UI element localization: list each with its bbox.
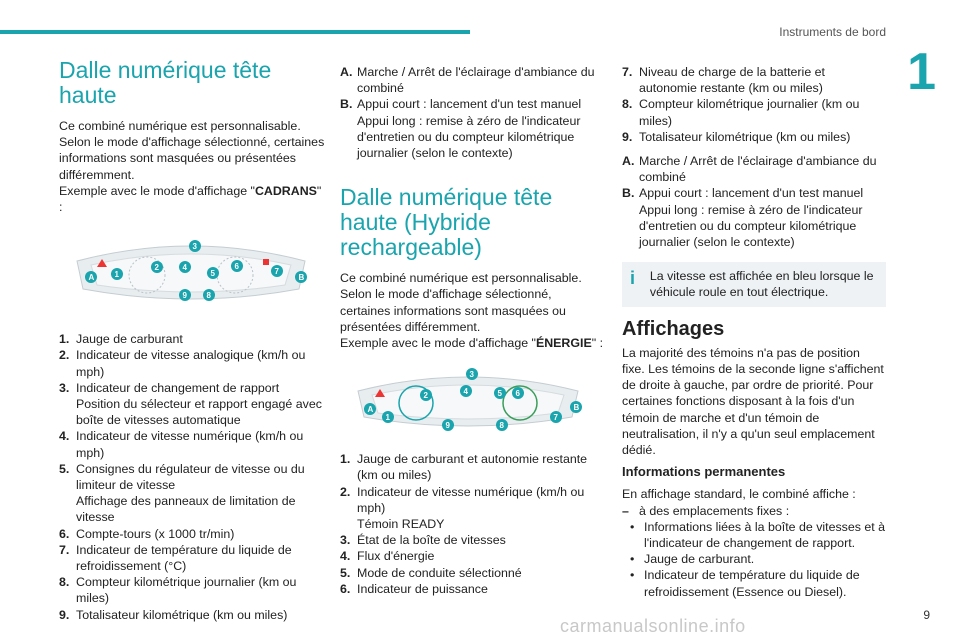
list-item: 4. Indicateur de vitesse numérique (km/h ou mph) [59,429,304,460]
subtitle-informations-permanentes: Informations permanentes [622,464,786,480]
hybrid-cluster-diagram [344,361,592,441]
list-item: 5. Consignes du régulateur de vitesse ou du limiteur de vitesse Affichage des panneaux de limitation de vitesse [59,461,305,525]
list-item: 4. Flux d'énergie [340,549,435,564]
instrument-cluster-diagram [67,229,315,319]
list-item: 3. Indicateur de changement de rapport Position du sélecteur et rapport engagé avec boîte de vitesses automatique [59,380,322,428]
svg-text:1: 1 [114,270,119,280]
list-item: B. Appui court : lancement d'un test manuel Appui long : remise à zéro de l'indicateur d'entretien ou du compteur kilométrique journalier (selon le contexte) [340,97,582,161]
svg-text:B: B [298,273,305,283]
callout-2 [151,261,163,273]
svg-text:6: 6 [234,262,239,272]
svg-text:3: 3 [469,370,474,380]
svg-text:B: B [573,403,580,413]
info-note [622,262,886,306]
callout-B [570,401,582,413]
svg-text:A: A [88,273,95,283]
column-1 [59,58,325,623]
list-item: 2. Indicateur de vitesse analogique (km/h ou mph) [59,348,306,379]
svg-text:A: A [367,405,374,415]
callout-3 [466,368,478,380]
example-line: Exemple avec le mode d'affichage "CADRANS" : [59,183,322,215]
callout-4 [460,385,472,397]
header-accent-bar [0,30,470,34]
info-note-text: La vitesse est affichée en bleu lorsque le véhicule roule en tout électrique. [649,269,874,300]
ab-list [340,64,604,161]
list-item: 8. Compteur kilométrique journalier (km ou miles) [622,97,860,128]
bullet-item: • Informations liées à la boîte de vitesses et à l'indicateur de changement de rapport. [630,519,886,551]
page-number: 9 [923,608,930,622]
callout-6 [512,387,524,399]
section-title-dalle: Dalle numérique tête haute [59,57,272,108]
section-title-hybride: Dalle numérique tête haute (Hybride rechargeable) [340,184,553,261]
legend-list-cadrans [59,331,325,623]
callout-A [364,403,376,415]
section-title-affichages: Affichages [622,317,725,340]
list-item: B. Appui court : lancement d'un test manuel Appui long : remise à zéro de l'indicateur d'entretien ou du compteur kilométrique journalier (selon le contexte) [622,186,864,250]
callout-9 [442,419,454,431]
svg-text:9: 9 [445,421,450,431]
info-icon: i [630,268,636,289]
list-item: 7. Niveau de charge de la batterie et autonomie restante (km ou miles) [622,65,825,96]
callout-5 [207,267,219,279]
svg-text:4: 4 [182,263,187,273]
list-item: 9. Totalisateur kilométrique (km ou miles) [59,607,288,622]
header-title: Instruments de bord [779,25,886,39]
svg-text:8: 8 [206,291,211,301]
callout-8 [203,289,215,301]
example-line: Exemple avec le mode d'affichage "ÉNERGIE" : [340,336,604,351]
list-item: 7. Indicateur de température du liquide de refroidissement (°C) [59,542,292,574]
bullet-item: • Indicateur de température du liquide de refroidissement (Essence ou Diesel). [630,568,860,599]
ab-list [622,153,886,250]
callout-2 [420,389,432,401]
callout-5 [494,387,506,399]
callout-3 [189,240,201,252]
svg-text:4: 4 [463,387,468,397]
list-item: 8. Compteur kilométrique journalier (km ou miles) [59,575,297,606]
bullet-item: • Jauge de carburant. [630,552,755,567]
list-item: 2. Indicateur de vitesse numérique (km/h ou mph) Témoin READY [340,484,585,532]
list-item: A. Marche / Arrêt de l'éclairage d'ambiance du combiné [340,65,595,96]
dash-item: – à des emplacements fixes : [622,503,790,518]
svg-text:7: 7 [274,267,279,277]
callout-1 [111,268,123,280]
svg-text:7: 7 [553,413,558,423]
intro-paragraph: Ce combiné numérique est personnalisable. Selon le mode d'affichage sélectionné, certaines informations sont masquées ou présentées différemment. [340,271,582,334]
svg-text:9: 9 [182,291,187,301]
legend-list-cont [622,64,886,145]
svg-text:1: 1 [385,413,390,423]
list-item: 6. Indicateur de puissance [340,581,488,596]
callout-A [85,271,97,283]
list-item: 6. Compte-tours (x 1000 tr/min) [59,526,235,541]
list-item: 5. Mode de conduite sélectionné [340,565,522,580]
svg-text:6: 6 [515,389,520,399]
legend-list-energie [340,451,604,597]
list-item: 1. Jauge de carburant [59,332,183,347]
callout-7 [550,411,562,423]
column-2 [340,58,604,597]
list-item: 9. Totalisateur kilométrique (km ou miles) [622,129,851,144]
svg-text:2: 2 [154,263,159,273]
watermark: carmanualsonline.info [560,616,746,636]
callout-1 [382,411,394,423]
perm-intro: En affichage standard, le combiné affiche : [622,487,856,502]
list-item: 3. État de la boîte de vitesses [340,533,506,548]
intro-paragraph: Ce combiné numérique est personnalisable. Selon le mode d'affichage sélectionné, certaines informations sont masquées ou présentées différemment. [59,119,325,182]
list-item: A. Marche / Arrêt de l'éclairage d'ambiance du combiné [622,154,877,185]
svg-text:5: 5 [210,269,215,279]
list-item: 1. Jauge de carburant et autonomie restante (km ou miles) [340,452,588,483]
affichages-paragraph: La majorité des témoins n'a pas de position fixe. Les témoins de la seconde ligne s'affichent de droite à gauche, par ordre de priorité. Pour certaines fonctions disposant à la fois d'un témoin de marche et d'un témoin de neutralisation, il n'y a qu'un seul emplacement dédié. [622,345,884,458]
column-3 [622,58,886,600]
callout-6 [231,260,243,272]
callout-B [295,271,307,283]
svg-text:8: 8 [499,421,504,431]
callout-8 [496,419,508,431]
callout-9 [179,289,191,301]
callout-4 [179,261,191,273]
svg-text:3: 3 [192,242,197,252]
callout-7 [271,265,283,277]
svg-text:5: 5 [497,389,502,399]
chapter-number: 1 [907,43,936,101]
svg-text:2: 2 [423,391,428,401]
